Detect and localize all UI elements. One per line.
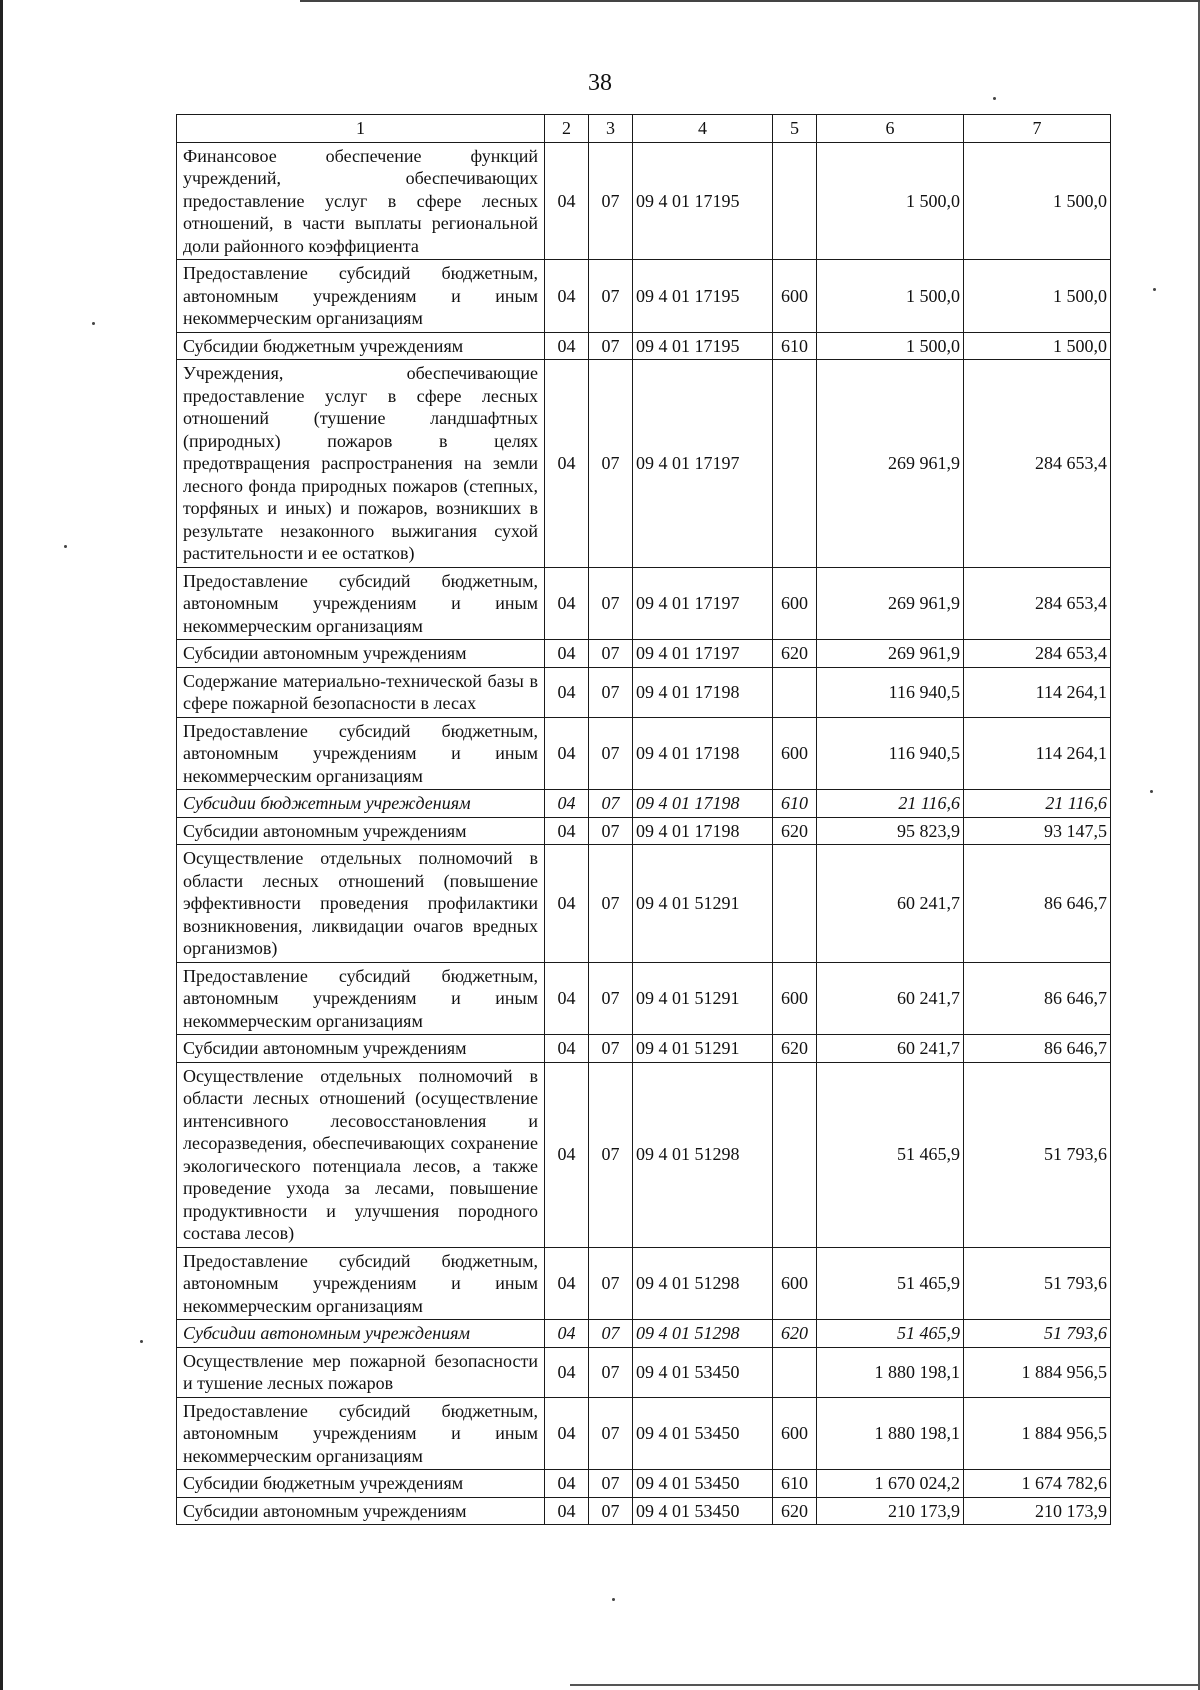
cell-subsection: 07 <box>589 1062 633 1247</box>
cell-amount-col6: 116 940,5 <box>817 717 964 790</box>
cell-name: Субсидии бюджетным учреждениям <box>177 1470 545 1498</box>
scan-bottom-rule <box>570 1684 1200 1686</box>
cell-section: 04 <box>545 1397 589 1470</box>
table-row <box>177 1347 1111 1397</box>
cell-section: 04 <box>545 1035 589 1063</box>
cell-expense-type: 600 <box>773 260 817 333</box>
cell-target-article: 09 4 01 53450 <box>633 1347 773 1397</box>
cell-target-article: 09 4 01 53450 <box>633 1497 773 1525</box>
cell-section: 04 <box>545 142 589 260</box>
cell-expense-type: 610 <box>773 1470 817 1498</box>
table-row <box>177 567 1111 640</box>
cell-amount-col6: 1 670 024,2 <box>817 1470 964 1498</box>
cell-section: 04 <box>545 790 589 818</box>
cell-amount-col6: 95 823,9 <box>817 817 964 845</box>
cell-subsection: 07 <box>589 1035 633 1063</box>
scan-speck <box>993 97 996 100</box>
cell-expense-type: 620 <box>773 640 817 668</box>
cell-target-article: 09 4 01 17198 <box>633 717 773 790</box>
cell-amount-col6: 60 241,7 <box>817 845 964 963</box>
table-row <box>177 962 1111 1035</box>
cell-amount-col7: 51 793,6 <box>964 1320 1111 1348</box>
cell-expense-type: 620 <box>773 1320 817 1348</box>
cell-amount-col7: 1 500,0 <box>964 142 1111 260</box>
cell-expense-type: 620 <box>773 817 817 845</box>
cell-expense-type <box>773 360 817 568</box>
cell-section: 04 <box>545 817 589 845</box>
cell-subsection: 07 <box>589 1497 633 1525</box>
cell-subsection: 07 <box>589 1397 633 1470</box>
cell-subsection: 07 <box>589 142 633 260</box>
scan-edge-left <box>0 0 3 1690</box>
cell-amount-col7: 93 147,5 <box>964 817 1111 845</box>
cell-expense-type: 600 <box>773 962 817 1035</box>
cell-amount-col6: 60 241,7 <box>817 962 964 1035</box>
cell-amount-col7: 1 884 956,5 <box>964 1397 1111 1470</box>
cell-amount-col7: 86 646,7 <box>964 1035 1111 1063</box>
cell-name: Субсидии автономным учреждениям <box>177 1497 545 1525</box>
cell-section: 04 <box>545 1320 589 1348</box>
cell-expense-type: 600 <box>773 1247 817 1320</box>
cell-subsection: 07 <box>589 360 633 568</box>
cell-name: Осуществление отдельных полномочий в области лесных отношений (осуществление интенсивного лесовосстановления и лесоразведения, обеспечивающих сохранение экологического потенциала лесов, а также проведение ухода за лесами, повышение продуктивности и улучшения породного состава лесов) <box>177 1062 545 1247</box>
cell-amount-col6: 269 961,9 <box>817 640 964 668</box>
cell-section: 04 <box>545 360 589 568</box>
table-row <box>177 1247 1111 1320</box>
table-row <box>177 640 1111 668</box>
cell-subsection: 07 <box>589 1470 633 1498</box>
header-cell: 2 <box>545 115 589 143</box>
table-row <box>177 1320 1111 1348</box>
cell-subsection: 07 <box>589 260 633 333</box>
header-cell: 6 <box>817 115 964 143</box>
cell-subsection: 07 <box>589 962 633 1035</box>
cell-amount-col6: 1 880 198,1 <box>817 1347 964 1397</box>
cell-target-article: 09 4 01 17197 <box>633 360 773 568</box>
cell-section: 04 <box>545 640 589 668</box>
table-row <box>177 717 1111 790</box>
table-row <box>177 1397 1111 1470</box>
cell-subsection: 07 <box>589 567 633 640</box>
cell-subsection: 07 <box>589 790 633 818</box>
cell-name: Осуществление мер пожарной безопасности и тушение лесных пожаров <box>177 1347 545 1397</box>
cell-target-article: 09 4 01 53450 <box>633 1397 773 1470</box>
cell-section: 04 <box>545 1062 589 1247</box>
cell-name: Предоставление субсидий бюджетным, автономным учреждениям и иным некоммерческим организациям <box>177 260 545 333</box>
cell-target-article: 09 4 01 17198 <box>633 790 773 818</box>
scan-top-rule <box>300 0 1200 2</box>
cell-subsection: 07 <box>589 640 633 668</box>
cell-name: Субсидии автономным учреждениям <box>177 640 545 668</box>
cell-section: 04 <box>545 1470 589 1498</box>
cell-amount-col7: 1 674 782,6 <box>964 1470 1111 1498</box>
cell-name: Предоставление субсидий бюджетным, автономным учреждениям и иным некоммерческим организациям <box>177 1247 545 1320</box>
cell-target-article: 09 4 01 17197 <box>633 640 773 668</box>
scan-speck <box>140 1340 143 1343</box>
cell-amount-col6: 210 173,9 <box>817 1497 964 1525</box>
table-row <box>177 1062 1111 1247</box>
cell-target-article: 09 4 01 17195 <box>633 332 773 360</box>
table-header-row <box>177 115 1111 143</box>
cell-name: Субсидии автономным учреждениям <box>177 1320 545 1348</box>
table-row <box>177 667 1111 717</box>
cell-expense-type <box>773 1347 817 1397</box>
budget-table <box>176 114 1111 1525</box>
cell-amount-col7: 51 793,6 <box>964 1062 1111 1247</box>
cell-name: Субсидии автономным учреждениям <box>177 817 545 845</box>
scan-speck <box>612 1598 615 1601</box>
cell-target-article: 09 4 01 51291 <box>633 1035 773 1063</box>
table-row <box>177 360 1111 568</box>
cell-section: 04 <box>545 717 589 790</box>
cell-name: Субсидии бюджетным учреждениям <box>177 332 545 360</box>
cell-section: 04 <box>545 567 589 640</box>
table-row <box>177 260 1111 333</box>
cell-name: Содержание материально-технической базы в сфере пожарной безопасности в лесах <box>177 667 545 717</box>
header-cell: 3 <box>589 115 633 143</box>
cell-name: Субсидии бюджетным учреждениям <box>177 790 545 818</box>
cell-target-article: 09 4 01 51291 <box>633 845 773 963</box>
cell-amount-col7: 284 653,4 <box>964 360 1111 568</box>
cell-name: Финансовое обеспечение функций учреждений, обеспечивающих предоставление услуг в сфере лесных отношений, в части выплаты региональной доли районного коэффициента <box>177 142 545 260</box>
cell-amount-col6: 116 940,5 <box>817 667 964 717</box>
table-row <box>177 1470 1111 1498</box>
cell-target-article: 09 4 01 17197 <box>633 567 773 640</box>
cell-target-article: 09 4 01 17195 <box>633 142 773 260</box>
header-cell: 7 <box>964 115 1111 143</box>
cell-name: Предоставление субсидий бюджетным, автономным учреждениям и иным некоммерческим организациям <box>177 717 545 790</box>
cell-expense-type: 600 <box>773 567 817 640</box>
cell-amount-col6: 60 241,7 <box>817 1035 964 1063</box>
cell-amount-col7: 114 264,1 <box>964 667 1111 717</box>
cell-amount-col6: 269 961,9 <box>817 567 964 640</box>
cell-name: Субсидии автономным учреждениям <box>177 1035 545 1063</box>
cell-expense-type: 610 <box>773 790 817 818</box>
cell-section: 04 <box>545 1347 589 1397</box>
cell-amount-col7: 1 500,0 <box>964 260 1111 333</box>
cell-expense-type: 620 <box>773 1035 817 1063</box>
cell-subsection: 07 <box>589 667 633 717</box>
table-row <box>177 332 1111 360</box>
cell-amount-col7: 86 646,7 <box>964 962 1111 1035</box>
header-cell: 5 <box>773 115 817 143</box>
table-row <box>177 845 1111 963</box>
cell-section: 04 <box>545 1247 589 1320</box>
cell-name: Предоставление субсидий бюджетным, автономным учреждениям и иным некоммерческим организациям <box>177 962 545 1035</box>
cell-section: 04 <box>545 260 589 333</box>
cell-target-article: 09 4 01 17195 <box>633 260 773 333</box>
cell-subsection: 07 <box>589 1247 633 1320</box>
cell-target-article: 09 4 01 51291 <box>633 962 773 1035</box>
scan-speck <box>1150 790 1153 793</box>
cell-amount-col6: 51 465,9 <box>817 1247 964 1320</box>
cell-amount-col7: 284 653,4 <box>964 567 1111 640</box>
scan-speck <box>1153 288 1156 291</box>
cell-amount-col7: 284 653,4 <box>964 640 1111 668</box>
cell-expense-type: 620 <box>773 1497 817 1525</box>
table-row <box>177 1497 1111 1525</box>
cell-subsection: 07 <box>589 845 633 963</box>
header-cell: 4 <box>633 115 773 143</box>
cell-expense-type <box>773 142 817 260</box>
cell-section: 04 <box>545 962 589 1035</box>
cell-subsection: 07 <box>589 332 633 360</box>
cell-section: 04 <box>545 845 589 963</box>
cell-target-article: 09 4 01 17198 <box>633 667 773 717</box>
cell-target-article: 09 4 01 51298 <box>633 1062 773 1247</box>
cell-amount-col6: 1 500,0 <box>817 260 964 333</box>
cell-amount-col6: 51 465,9 <box>817 1062 964 1247</box>
cell-amount-col6: 21 116,6 <box>817 790 964 818</box>
cell-amount-col7: 86 646,7 <box>964 845 1111 963</box>
table-row <box>177 142 1111 260</box>
cell-name: Учреждения, обеспечивающие предоставление услуг в сфере лесных отношений (тушение ландшафтных (природных) пожаров в целях предотвращения распространения на земли лесного фонда природных пожаров (степных, торфяных и иных) и пожаров, возникших в результате незаконного выжигания сухой растительности и ее остатков) <box>177 360 545 568</box>
cell-section: 04 <box>545 1497 589 1525</box>
cell-target-article: 09 4 01 17198 <box>633 817 773 845</box>
page-number: 38 <box>588 70 612 96</box>
cell-expense-type <box>773 1062 817 1247</box>
cell-expense-type <box>773 667 817 717</box>
cell-target-article: 09 4 01 51298 <box>633 1320 773 1348</box>
cell-expense-type: 600 <box>773 1397 817 1470</box>
cell-name: Предоставление субсидий бюджетным, автономным учреждениям и иным некоммерческим организациям <box>177 1397 545 1470</box>
cell-amount-col6: 1 500,0 <box>817 142 964 260</box>
cell-amount-col6: 1 500,0 <box>817 332 964 360</box>
cell-amount-col6: 269 961,9 <box>817 360 964 568</box>
cell-amount-col7: 51 793,6 <box>964 1247 1111 1320</box>
cell-amount-col7: 1 884 956,5 <box>964 1347 1111 1397</box>
cell-expense-type <box>773 845 817 963</box>
table-row <box>177 1035 1111 1063</box>
cell-name: Осуществление отдельных полномочий в области лесных отношений (повышение эффективности проведения профилактики возникновения, ликвидации очагов вредных организмов) <box>177 845 545 963</box>
cell-expense-type: 610 <box>773 332 817 360</box>
cell-amount-col7: 114 264,1 <box>964 717 1111 790</box>
cell-subsection: 07 <box>589 717 633 790</box>
cell-subsection: 07 <box>589 1347 633 1397</box>
cell-section: 04 <box>545 667 589 717</box>
cell-amount-col7: 1 500,0 <box>964 332 1111 360</box>
cell-subsection: 07 <box>589 1320 633 1348</box>
cell-amount-col6: 1 880 198,1 <box>817 1397 964 1470</box>
scan-speck <box>92 322 95 325</box>
cell-amount-col6: 51 465,9 <box>817 1320 964 1348</box>
cell-target-article: 09 4 01 53450 <box>633 1470 773 1498</box>
table-row <box>177 817 1111 845</box>
cell-subsection: 07 <box>589 817 633 845</box>
scan-speck <box>64 545 67 548</box>
cell-amount-col7: 210 173,9 <box>964 1497 1111 1525</box>
cell-section: 04 <box>545 332 589 360</box>
header-cell: 1 <box>177 115 545 143</box>
table-row <box>177 790 1111 818</box>
cell-name: Предоставление субсидий бюджетным, автономным учреждениям и иным некоммерческим организациям <box>177 567 545 640</box>
cell-amount-col7: 21 116,6 <box>964 790 1111 818</box>
cell-target-article: 09 4 01 51298 <box>633 1247 773 1320</box>
cell-expense-type: 600 <box>773 717 817 790</box>
